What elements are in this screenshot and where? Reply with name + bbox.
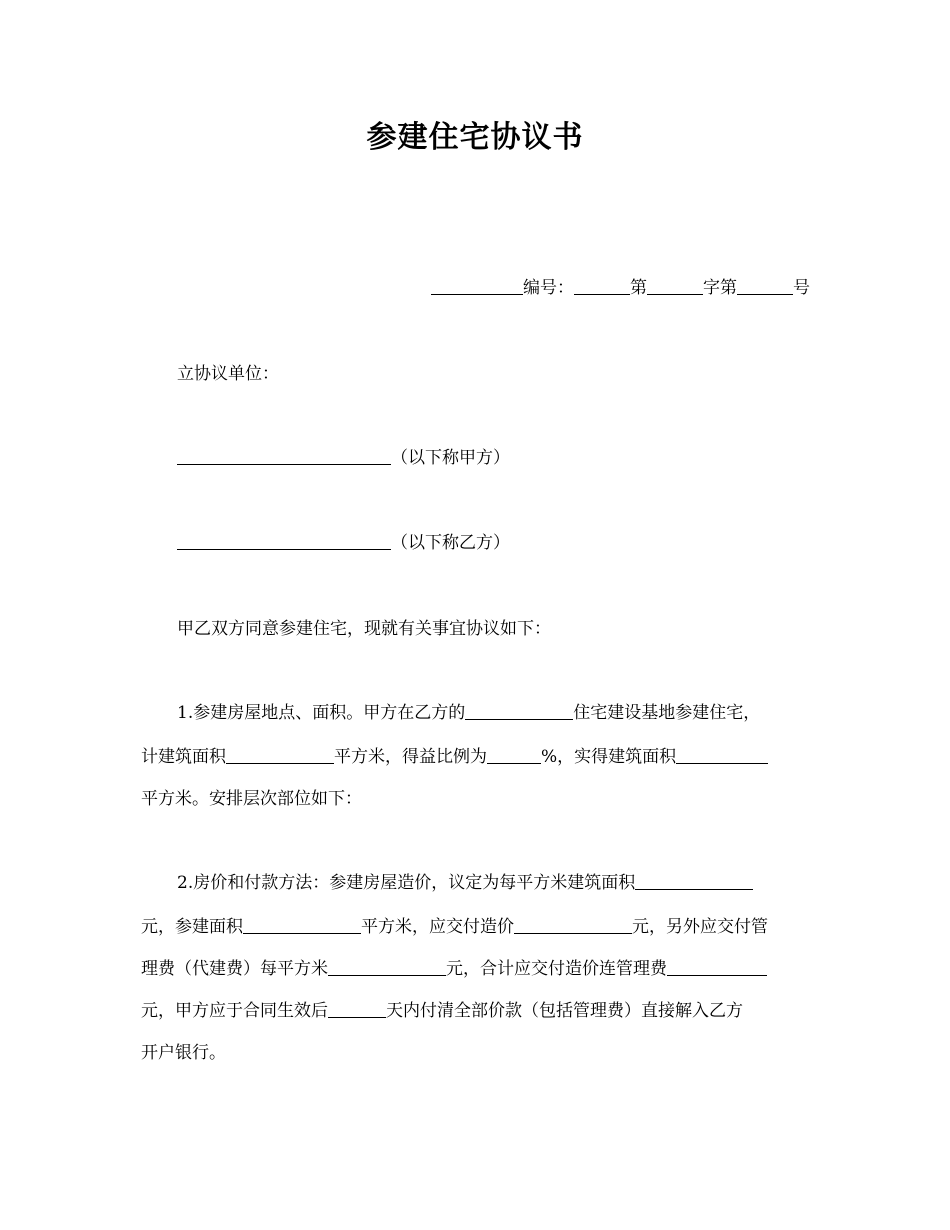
party-a-blank[interactable] [177, 446, 391, 465]
clause-1-text-3: 计建筑面积 [141, 747, 226, 767]
clause-1-text-5: %，实得建筑面积 [541, 747, 677, 767]
number-label: 编号： [523, 278, 574, 298]
grand-total-blank[interactable] [667, 957, 767, 976]
clause-1-row-2 [141, 744, 768, 770]
actual-area-blank[interactable] [676, 745, 768, 764]
party-b-suffix: （以下称乙方） [391, 533, 510, 553]
clause-1-text-2: 住宅建设基地参建住宅， [573, 703, 761, 723]
area-blank[interactable] [226, 745, 334, 764]
intro-text: 甲乙双方同意参建住宅，现就有关事宜协议如下： [177, 619, 551, 639]
number-blank-3[interactable] [737, 276, 793, 295]
document-number-line [431, 275, 810, 301]
party-a-suffix: （以下称甲方） [391, 448, 510, 468]
clause-2-row-3 [141, 956, 767, 982]
management-fee-blank[interactable] [328, 957, 446, 976]
clause-2-text-7: 元，甲方应于合同生效后 [141, 1001, 328, 1021]
days-blank[interactable] [328, 999, 386, 1018]
clause-1-row-1 [177, 700, 760, 726]
clause-1-text-1: 1.参建房屋地点、面积。甲方在乙方的 [177, 703, 466, 723]
clause-2-text-6: 元，合计应交付造价连管理费 [446, 959, 667, 979]
hao-label: 号 [793, 278, 810, 298]
prefix-blank[interactable] [431, 276, 523, 295]
clause-2-text-2: 元，参建面积 [141, 917, 243, 937]
clause-1-row-3: 平方米。安排层次部位如下： [141, 789, 362, 809]
document-title: 参建住宅协议书 [366, 120, 584, 155]
number-blank-2[interactable] [647, 276, 703, 295]
number-blank-1[interactable] [574, 276, 630, 295]
total-price-blank[interactable] [514, 915, 632, 934]
party-b-line [177, 530, 510, 556]
clause-2-text-3: 平方米，应交付造价 [361, 917, 514, 937]
ratio-blank[interactable] [487, 745, 541, 764]
location-blank[interactable] [465, 701, 573, 720]
clause-2-row-2 [141, 914, 768, 940]
clause-2-text-1: 2.房价和付款方法：参建房屋造价，议定为每平方米建筑面积 [177, 873, 636, 893]
clause-2-text-8: 天内付清全部价款（包括管理费）直接解入乙方 [386, 1001, 743, 1021]
build-area-blank[interactable] [243, 915, 361, 934]
di-label: 第 [630, 278, 647, 298]
party-a-line [177, 445, 510, 471]
clause-2-text-5: 理费（代建费）每平方米 [141, 959, 328, 979]
clause-2-text-4: 元，另外应交付管 [632, 917, 768, 937]
clause-2-row-5: 开户银行。 [141, 1043, 226, 1063]
zidi-label: 字第 [703, 278, 737, 298]
clause-1-text-4: 平方米，得益比例为 [334, 747, 487, 767]
unit-price-blank[interactable] [635, 871, 753, 890]
party-b-blank[interactable] [177, 531, 391, 550]
clause-2-row-4 [141, 998, 743, 1024]
parties-heading: 立协议单位： [177, 364, 279, 384]
clause-2-row-1 [177, 870, 753, 896]
